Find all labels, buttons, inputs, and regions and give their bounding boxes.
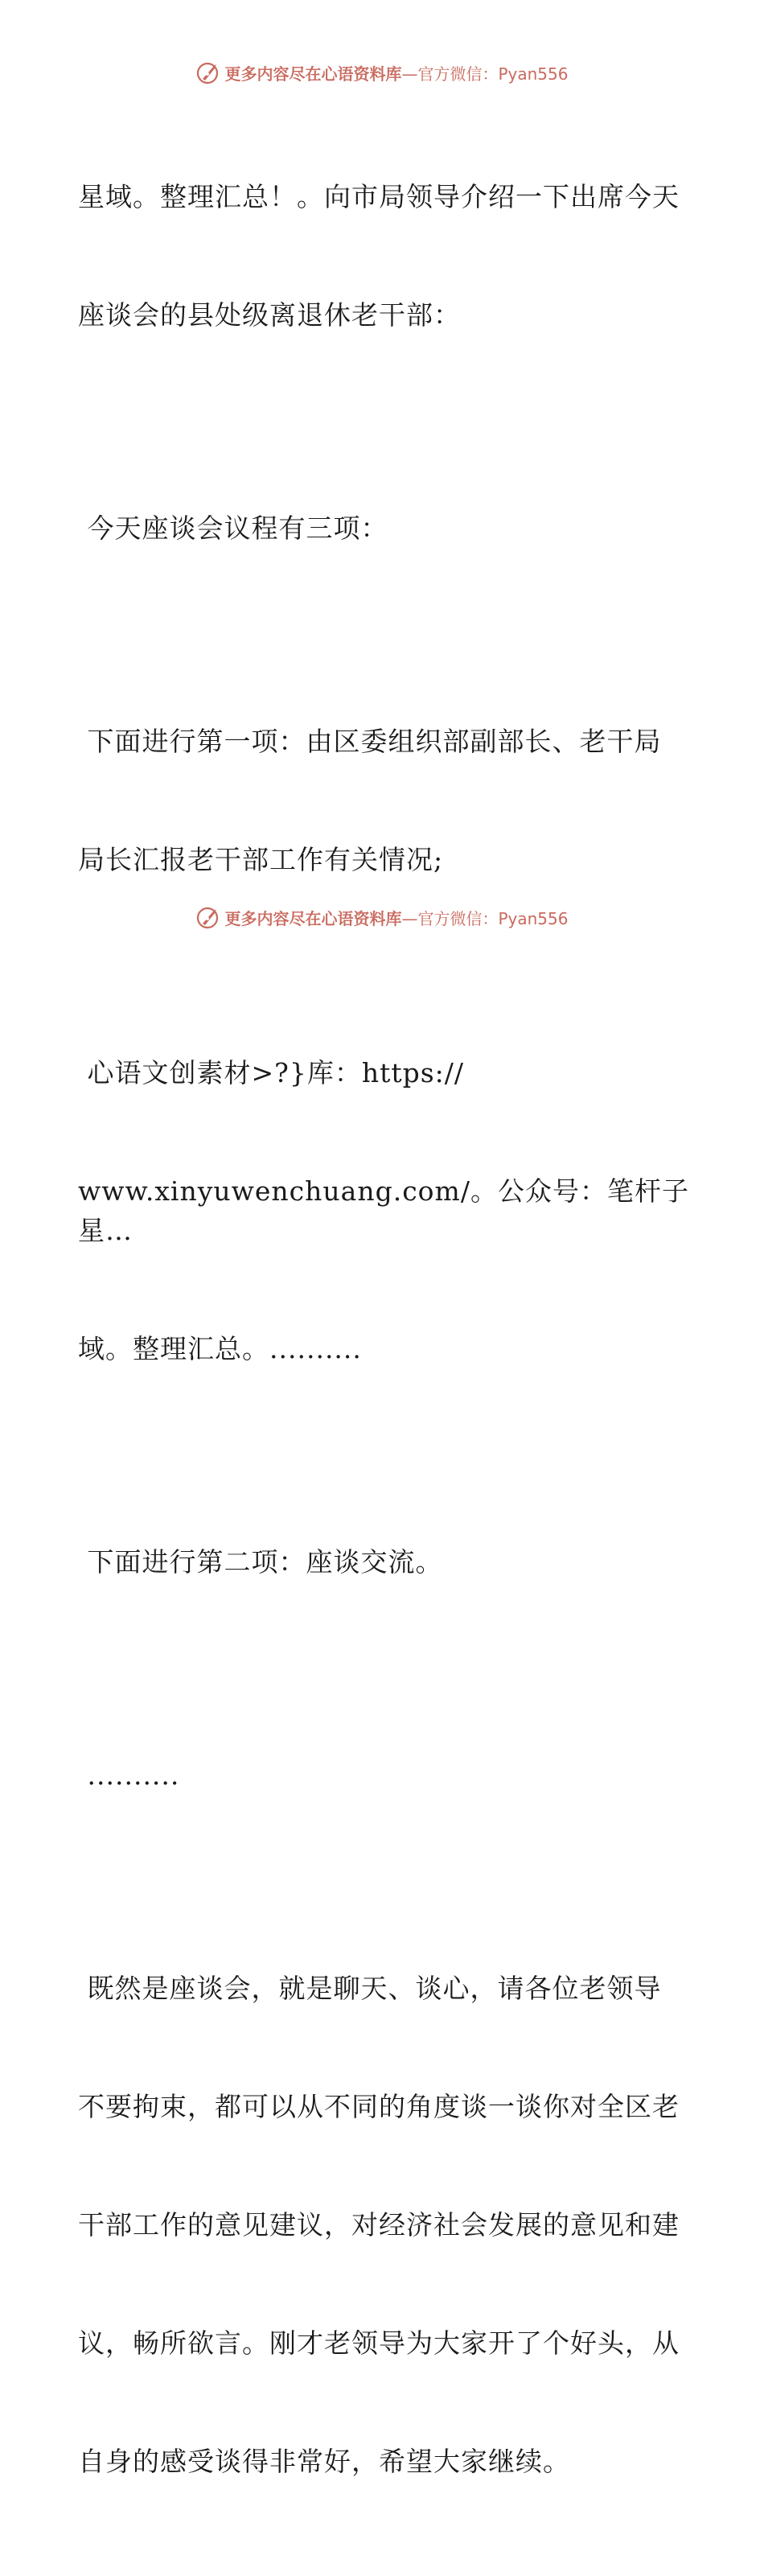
text-line: .......... bbox=[78, 1759, 180, 1791]
footer-brand-text: 更多内容尽在心语资料库 bbox=[224, 908, 402, 928]
paragraph bbox=[78, 1677, 697, 1874]
text-line: 星域。整理汇总！。向市局领导介绍一下出席今天 bbox=[78, 181, 680, 212]
text-line: 座谈会的县处级离退休老干部： bbox=[78, 299, 461, 331]
text-line: 干部工作的意见建议，对经济社会发展的意见和建 bbox=[78, 2209, 680, 2241]
document-body bbox=[78, 98, 697, 2576]
paragraph bbox=[78, 974, 697, 1447]
paragraph bbox=[78, 430, 697, 627]
text-line: 不要拘束，都可以从不同的角度谈一谈你对全区老 bbox=[78, 2091, 680, 2122]
footer-banner bbox=[0, 901, 764, 933]
text-line: 心语文创素材>?}库：https:// bbox=[78, 1057, 465, 1088]
paragraph bbox=[78, 1890, 697, 2560]
text-line: 自身的感受谈得非常好，希望大家继续。 bbox=[78, 2446, 570, 2477]
header-brand-text: 更多内容尽在心语资料库 bbox=[224, 64, 402, 84]
pen-nib-logo-icon bbox=[195, 60, 221, 85]
text-line: 局长汇报老干部工作有关情况; bbox=[78, 844, 444, 875]
text-line: 既然是座谈会，就是聊天、谈心，请各位老领导 bbox=[78, 1973, 662, 2004]
header-wechat-text: —官方微信：Pyan556 bbox=[401, 64, 569, 84]
text-line: 域。整理汇总。.......... bbox=[78, 1333, 362, 1364]
text-line: 下面进行第二项：座谈交流。 bbox=[78, 1546, 443, 1578]
text-line: www.xinyuwenchuang.com/。公众号：笔杆子星… bbox=[78, 1175, 689, 1246]
paragraph bbox=[78, 98, 697, 414]
text-line: 今天座谈会议程有三项： bbox=[78, 512, 388, 544]
footer-wechat-text: —官方微信：Pyan556 bbox=[401, 908, 569, 928]
pen-nib-logo-icon bbox=[195, 904, 221, 930]
text-line: 下面进行第一项：由区委组织部副部长、老干局 bbox=[78, 726, 662, 757]
paragraph bbox=[78, 1463, 697, 1660]
header-banner bbox=[0, 56, 764, 88]
text-line: 议，畅所欲言。刚才老领导为大家开了个好头，从 bbox=[78, 2327, 680, 2359]
